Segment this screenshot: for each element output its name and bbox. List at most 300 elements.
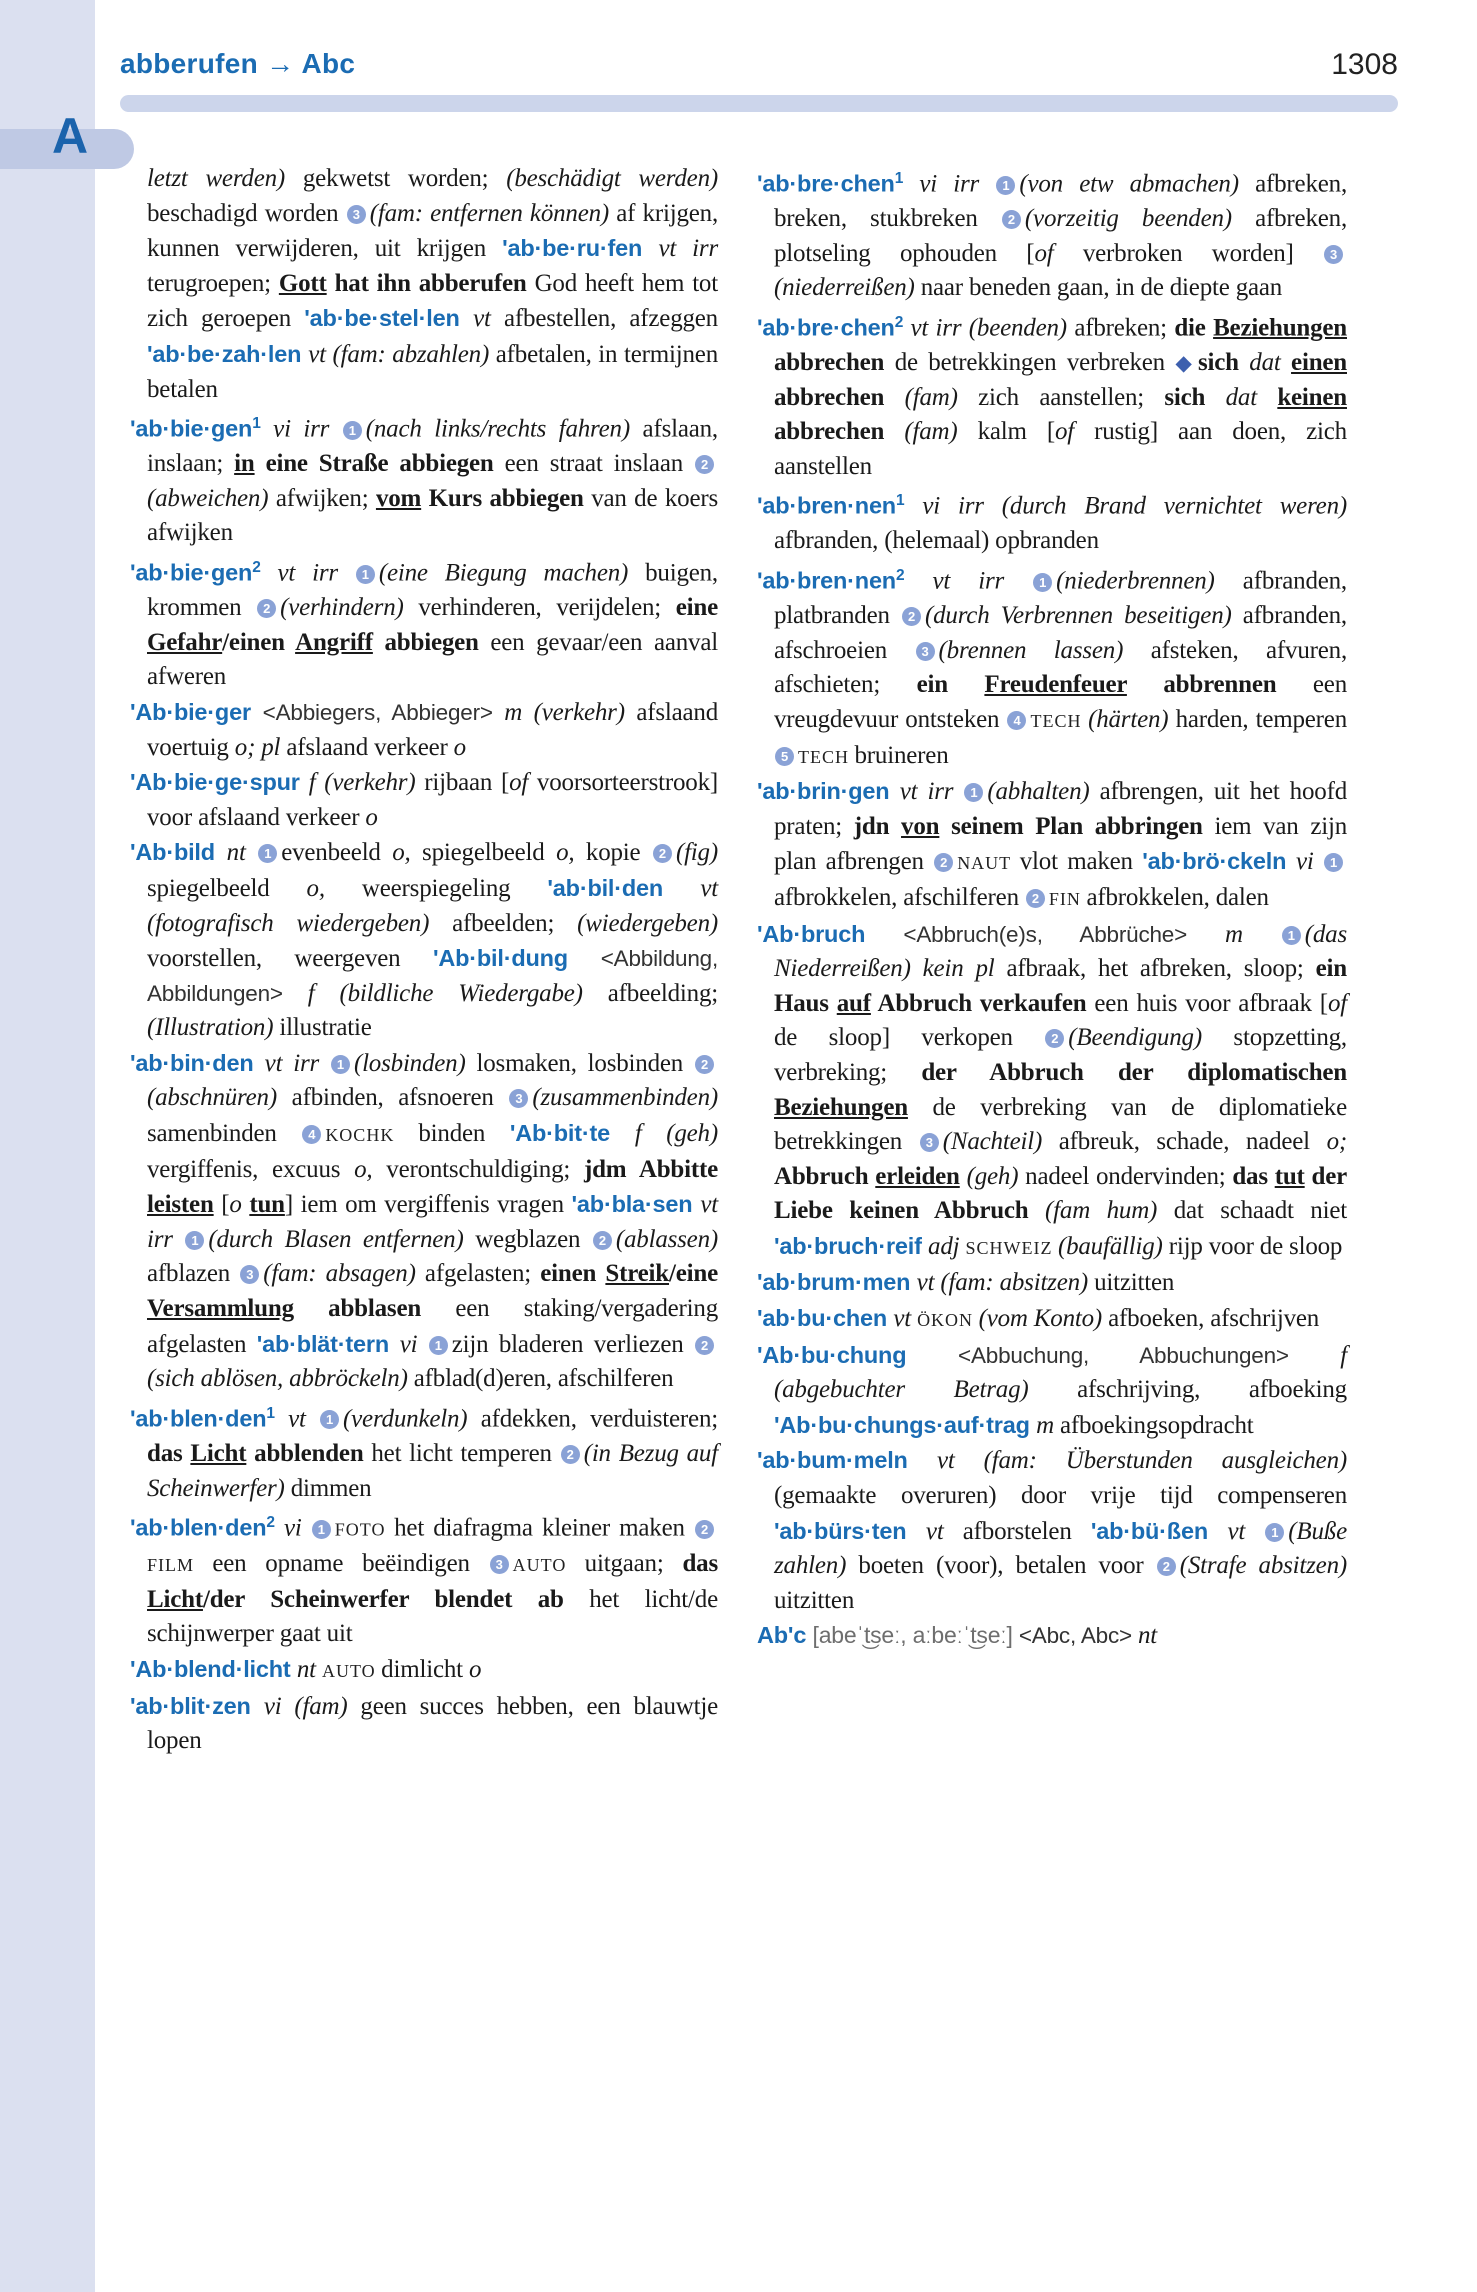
text-run: van de koers afwijken [147,484,719,547]
text-run: (Beendigung) [1068,1024,1234,1052]
text-run: of [1034,239,1054,267]
text-run: vt (fam: abzahlen) [308,340,496,368]
header-rule [120,95,1398,112]
sense-number-badge: 2 [934,853,953,872]
text-run: afbrokkelen, dalen [1086,883,1269,911]
text-run: nadeel ondervinden; [1025,1162,1233,1190]
sense-number-badge: 2 [593,1231,612,1250]
text-run: dimmen [290,1474,372,1502]
text-run: vi irr [903,170,996,198]
letter-tab-label: A [52,108,89,164]
sense-number-badge: 1 [429,1336,448,1355]
sense-number-badge: 1 [258,844,277,863]
headword: 'ab·blät·tern [256,1330,400,1357]
text-run: stopzetting, verbreking; [774,1024,1347,1086]
text-run: afschrijving, afboeking [1077,1376,1347,1404]
text-run: afborstelen [962,1517,1091,1545]
text-run: voorstellen, weergeven [147,945,433,973]
sense-number-badge: 5 [775,747,794,766]
headword: 'ab·bie·gen [130,559,253,586]
text-run: (Buße zahlen) [774,1517,1347,1580]
text-run: (abschnüren) [147,1084,292,1112]
text-run: wegblazen [475,1225,592,1253]
headword: 'ab·bruch·reif [774,1232,929,1259]
text-run: vi [399,1330,428,1358]
text-run: Streik [605,1260,670,1288]
text-run: zijn bladeren verliezen [451,1330,694,1358]
text-run: boeten (voor), betalen voor [858,1552,1156,1580]
headword: 'Ab·blend·licht [130,1656,297,1682]
sense-number-badge: 3 [1324,245,1343,264]
text-run: leisten [147,1191,214,1219]
text-run: 2 [895,567,905,585]
text-run: f (bildliche Wiedergabe) [307,979,608,1007]
text-run: FILM [147,1555,213,1576]
text-run: (vom Konto) [978,1305,1109,1333]
text-run: NAUT [957,853,1020,874]
text-run: (verdunkeln) [343,1405,481,1433]
text-run: jdm Abbitte [583,1155,719,1183]
text-run: o [468,1656,482,1683]
headword: 'Ab·bie·ger [130,698,263,725]
sense-number-badge: 2 [902,607,921,626]
headword: 'ab·be·zah·len [147,340,309,367]
text-run: o, [354,1155,373,1183]
text-run: (wiedergeben) [577,909,718,937]
text-run: afslaand voertuig [147,698,719,761]
text-run: een staking/vergadering afgelasten [147,1295,718,1358]
text-run: rijbaan [ [424,769,510,797]
text-run: o; pl [234,733,287,761]
headword: 'ab·brin·gen [757,778,900,805]
headword: 'Ab·bu·chung [757,1341,959,1368]
text-run: het licht temperen [371,1439,560,1467]
text-run: 1 [895,492,905,510]
sense-number-badge: 1 [1265,1523,1284,1542]
text-run: een opname beëindigen [212,1550,489,1578]
text-run: [abeˈt͜seː, aːbeːˈt͜seː] [812,1622,1019,1649]
text-run: het licht/de schijnwerper gaat uit [147,1585,718,1648]
text-run: afbetalen, in termijnen betalen [147,340,718,403]
text-run: afboekingsopdracht [1059,1411,1254,1439]
headword: 'ab·brum·men [757,1269,917,1296]
text-run: das [147,1439,191,1467]
text-run: in [234,450,255,478]
text-run: vt [893,1305,918,1333]
text-run: m [1036,1411,1060,1439]
text-run: kalm [ [977,418,1055,446]
text-run: een straat inslaan [504,450,694,478]
text-run: vt irr [264,1049,330,1077]
text-run: vt irr (beenden) [903,314,1075,342]
text-run: kopie [574,839,652,867]
text-run: seinem Plan abbringen [939,812,1215,840]
text-run: afbreken; [1074,314,1175,342]
text-run: abbrechen [774,349,895,376]
entry-paragraph [757,162,1347,306]
text-run: Abbruch verkaufen [870,989,1095,1017]
headword: 'ab·bu·chen [757,1305,894,1332]
text-run: (abhalten) [987,778,1100,806]
headword: 'ab·be·ru·fen [502,235,659,262]
headword: 'Ab·bit·te [509,1120,635,1147]
entry-paragraph [130,162,718,407]
text-run: afbrokkelen, afschilferen [774,883,1025,911]
text-run: afbestellen, afzeggen [504,305,718,333]
entry-paragraph [130,835,718,1046]
text-run: (härten) [1088,705,1176,733]
text-run: (durch Verbrennen beseitigen) [924,602,1243,630]
text-run: (verhindern) [280,594,419,622]
entry-paragraph [757,1443,1347,1618]
headword: Ab'c [757,1622,813,1649]
text-run: iem van zijn plan afbrengen [774,812,1348,876]
headword: 'ab·brö·ckeln [1142,848,1296,875]
text-run: sich [1164,383,1226,411]
text-run: afbranden, (helemaal) opbranden [774,527,1099,555]
text-run: vi [1295,848,1323,876]
entry-paragraph [757,1265,1347,1301]
sense-number-badge: 2 [1002,210,1021,229]
headword: 'Ab·bu·chungs·auf·trag [774,1411,1037,1438]
entry-paragraph [130,1397,718,1506]
sense-number-badge: 1 [356,565,375,584]
text-run: erleiden [875,1162,960,1190]
text-run: (niederbrennen) [1056,567,1243,595]
text-run: vt (fotografisch wiedergeben) [147,874,718,937]
text-run: afbeelding; [607,979,719,1007]
sense-number-badge: 2 [653,844,672,863]
entry-paragraph [130,1689,718,1759]
text-run: afdekken, verduisteren; [480,1405,718,1433]
text-run: (Nachteil) [942,1128,1059,1156]
text-run: uitzitten [1094,1269,1175,1297]
headword: 'ab·bürs·ten [774,1517,926,1544]
text-run: TECH [1030,710,1089,731]
text-run: (fam) [904,418,978,446]
text-run: beschadigd worden [147,199,346,227]
text-run: afsteken, afvuren, afschieten; [774,636,1348,699]
sense-number-badge: 3 [490,1555,509,1574]
text-run: evenbeeld [281,839,393,867]
sense-number-badge: 3 [240,1265,259,1284]
text-run: vt [274,1405,320,1433]
text-run: abbiegen [372,628,491,656]
text-run: von [901,812,940,840]
text-run: afboeken, afschrijven [1108,1305,1320,1333]
text-run: vi (fam) [263,1692,361,1720]
entry-paragraph [130,1652,718,1689]
text-run: nt [296,1656,322,1683]
text-run: Beziehungen [774,1093,908,1121]
text-run: (fam: absagen) [263,1260,425,1288]
text-run: naar beneden gaan, in de diepte gaan [920,274,1283,302]
text-run: losmaken, losbinden [476,1049,695,1077]
entry-paragraph [757,484,1347,559]
text-run: FOTO [334,1519,395,1540]
entry-paragraph [757,559,1347,774]
text-run: spiegelbeeld [147,874,307,902]
text-run: (brennen lassen) [938,636,1151,664]
text-run: Licht [147,1585,203,1613]
headword: 'ab·bü·ßen [1090,1517,1228,1544]
text-run: auf [836,989,871,1017]
sense-number-badge: 2 [1026,889,1045,908]
sense-number-badge: 1 [996,176,1015,195]
text-run: samenbinden [147,1120,302,1148]
text-run: [ [213,1191,230,1219]
text-run: dat schaadt niet [1173,1197,1347,1225]
text-run: vi irr [260,415,342,443]
page-number: 1308 [1331,48,1398,81]
sense-number-badge: 2 [561,1445,580,1464]
text-run: keinen [1277,383,1347,411]
text-run: gekwetst worden; [302,165,507,192]
text-run: (niederreißen) [774,274,921,302]
text-run: f (geh) [634,1120,718,1148]
text-run: o; [1326,1128,1348,1156]
headword: 'ab·blen·den [130,1405,267,1432]
entry-paragraph [130,765,718,835]
text-run: (fam: entfernen können) [369,199,617,227]
text-run: (eine Biegung machen) [378,559,646,587]
text-run: spiegelbeeld [410,839,557,867]
text-run: (fig) [675,839,718,867]
text-run: (gemaakte overuren) door vrije tijd compenseren [774,1482,1347,1510]
sense-number-badge: 1 [964,783,983,802]
text-run: Beziehungen [1213,314,1347,342]
text-run: f (verkehr) [308,769,425,797]
text-run: dimlicht [381,1656,469,1683]
headword: 'ab·bin·den [130,1049,265,1076]
text-run: voorsorteerstrook] voor afslaand verkeer [147,769,719,831]
headword: 'ab·bren·nen [757,567,896,594]
text-run: TECH [798,746,855,767]
entry-paragraph [757,306,1347,484]
text-run: vt irr [904,567,1033,595]
text-run: (Illustration) [147,1014,280,1042]
text-run: (nach links/rechts fahren) [365,415,643,443]
headword: 'ab·bre·chen [757,314,895,341]
text-run: die [1174,314,1214,342]
entry-paragraph [130,695,718,765]
text-run: Freudenfeuer [984,671,1127,699]
text-run: abblasen [293,1295,456,1323]
text-run: weerspiegeling [324,874,548,902]
sense-number-badge: 2 [257,599,276,618]
text-run: das [682,1550,719,1578]
text-run: (losbinden) [353,1049,477,1077]
text-run: (abweichen) [147,484,276,512]
entry-paragraph [130,1506,718,1652]
text-run: o, [556,839,575,867]
text-run: AUTO [321,1661,382,1681]
text-run: verbroken worden] [1053,239,1323,267]
text-run: dat [1225,383,1278,411]
headword: 'Ab·bruch [757,920,904,947]
text-run: o [229,1191,250,1219]
letter-tab [0,108,134,169]
text-run: een huis voor afbraak [ [1094,989,1328,1017]
text-run: afwijken; [275,484,376,512]
text-run: geen succes hebben, een blauwtje lopen [147,1692,718,1755]
text-run: uitzitten [774,1586,855,1614]
text-run: (in Bezug auf Scheinwerfer) [147,1439,718,1502]
entry-paragraph [757,1301,1347,1338]
text-run: dat [1249,349,1292,376]
headword: 'ab·bre·chen [757,170,895,197]
text-run: het diafragma kleiner maken [394,1514,694,1542]
text-run: afbrengen, uit het hoofd praten; [774,778,1347,840]
text-run: Abbruch [774,1162,876,1190]
text-run: buigen, krommen [147,559,718,622]
text-run: terugroepen; [147,269,279,297]
text-run: o, [306,874,325,902]
text-run: /einen [222,628,296,656]
entry-paragraph [757,774,1347,916]
text-run: of [509,769,529,797]
text-run: rustig] aan doen, zich aanstellen [774,418,1347,480]
text-run: afbranden, afschroeien [774,602,1347,664]
text-run: Kurs abbiegen [421,484,592,512]
text-run: hat ihn abberufen [326,269,535,297]
text-run: vt irr [899,778,964,806]
text-run: abbrechen [774,418,905,446]
sense-number-badge: 1 [320,1410,339,1429]
text-run: /der Scheinwerfer blendet ab [202,1585,590,1613]
text-run: afblazen [147,1260,240,1288]
text-run: der Liebe keinen Abbruch [774,1162,1347,1225]
text-run: God heeft hem tot zich geroepen [147,269,718,333]
text-run: afslaan, inslaan; [147,415,718,478]
text-run: nt [1138,1622,1158,1650]
sense-number-badge: 1 [343,421,362,440]
text-run: FIN [1048,888,1087,909]
text-run: ] iem om vergiffenis vragen [284,1191,572,1219]
diamond-icon: ◆ [1175,351,1196,375]
column-left [130,162,718,1759]
text-run: (fam hum) [1045,1197,1174,1225]
text-run: f (abgebuchter Betrag) [774,1341,1347,1404]
text-run: jdn [853,812,902,840]
text-run: (fam) [904,383,979,411]
text-run: (beschädigt werden) [506,165,719,192]
text-run: 2 [252,559,261,577]
text-run: illustratie [279,1014,372,1042]
text-run: zich aanstellen; [978,383,1165,411]
sense-number-badge: 2 [695,455,714,474]
text-run: /eine [669,1260,719,1288]
sense-number-badge: 2 [1045,1029,1064,1048]
text-run: bruineren [854,741,949,769]
text-run: afbranden, platbranden [774,567,1347,630]
entry-paragraph [130,1046,718,1397]
text-run: vt [473,305,505,333]
text-run: 2 [894,313,904,331]
text-run: das [1232,1162,1275,1190]
text-run: afbraak, het afbreken, sloop; [1006,955,1316,983]
text-run: de sloop] verkopen [774,1024,1045,1052]
entry-paragraph [757,1618,1347,1654]
sense-number-badge: 3 [509,1089,528,1108]
headword: 'ab·blen·den [130,1514,267,1541]
text-run: afbinden, afsnoeren [291,1084,509,1112]
text-run: (das Niederreißen) kein pl [774,920,1347,983]
headword: 'ab·bie·gen [130,415,253,442]
text-run: uitgaan; [584,1550,683,1578]
text-run: 1 [266,1404,275,1422]
text-run: m (verkehr) [504,698,637,726]
text-run: abbrechen [774,383,905,411]
text-run: rijp voor de sloop [1168,1232,1343,1260]
text-run: vt (fam: Überstunden ausgleichen) [936,1447,1348,1475]
text-run: (Strafe absitzen) [1179,1552,1347,1580]
text-run: afgelasten; [424,1260,541,1288]
text-run: afblad(d)eren, afschilferen [413,1365,674,1393]
text-run: afbreken, plotseling ophouden [ [774,205,1347,267]
text-run: 1 [252,415,261,433]
sense-number-badge: 1 [331,1055,350,1074]
text-run: of [1327,989,1347,1017]
text-run: verontschuldiging; [372,1155,584,1183]
text-run: vt irr [147,1191,718,1253]
sense-number-badge: 3 [347,205,366,224]
sense-number-badge: 2 [695,1520,714,1539]
text-run: afbreuk, schade, nadeel [1058,1128,1327,1156]
text-run: abbrennen [1126,671,1313,699]
text-run: o [365,803,378,831]
text-run: <Abbildung, Abbildungen> [147,946,719,1006]
text-run: (vorzeitig beenden) [1024,205,1256,233]
text-run: afslaand verkeer [286,733,454,761]
text-run: afbeelden; [452,909,578,937]
text-run: nt [226,839,258,867]
sense-number-badge: 1 [312,1520,331,1539]
text-run: m [1224,920,1281,948]
text-run: (baufällig) [1057,1232,1169,1260]
text-run: vt irr [658,235,718,263]
entry-paragraph [130,551,718,695]
text-run: einen [1291,349,1347,376]
text-run: de verbreking van de diplomatieke betrekkingen [774,1093,1347,1156]
headword: 'ab·bren·nen [757,492,896,519]
text-run: ein Haus [774,955,1347,1017]
sense-number-badge: 3 [920,1133,939,1152]
sense-number-badge: 1 [1282,926,1301,945]
text-run: adj [928,1232,966,1260]
text-run: een vreugdevuur ontsteken [774,671,1347,733]
text-run: SCHWEIZ [965,1237,1058,1258]
sense-number-badge: 2 [695,1336,714,1355]
text-run: (ablassen) [615,1225,718,1253]
text-run: <Abbruch(e)s, Abbrüche> [903,921,1225,947]
text-run: der Abbruch der diplomatischen [921,1058,1348,1086]
page-header [120,48,1398,88]
text-run: (durch Blasen entfernen) [208,1225,476,1253]
text-run: vt (fam: absitzen) [916,1269,1095,1297]
text-run: vergiffenis, excuus [147,1155,355,1183]
entry-paragraph [757,917,1347,1266]
text-run: vi [274,1514,311,1542]
headword: 'ab·be·stel·len [304,305,474,332]
text-run: <Abbiegers, Abbieger> [262,699,505,725]
page-title: abberufen → Abc [120,48,356,79]
sense-number-badge: 4 [1007,711,1026,730]
headword: 'Ab·bie·ge·spur [130,769,309,796]
text-run: vt [925,1517,963,1545]
text-run: AUTO [512,1555,585,1576]
text-run: abblenden [246,1439,372,1467]
